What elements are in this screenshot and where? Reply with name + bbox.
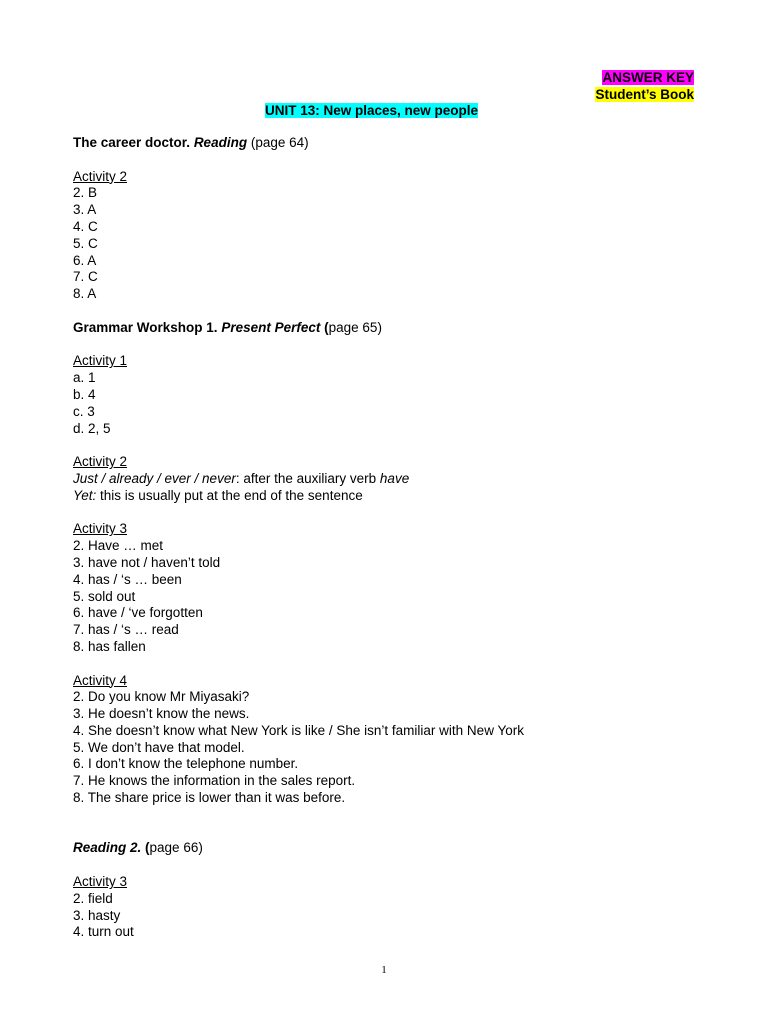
- answer-item: 7. has / ‘s … read: [73, 622, 179, 638]
- section-page-ref: (page 64): [250, 135, 309, 150]
- students-book-highlight: Student’s Book: [595, 87, 694, 102]
- answer-item: b. 4: [73, 386, 96, 402]
- answer-italic: have: [379, 470, 410, 486]
- answer-text: this is usually put at the end of the sentence: [100, 487, 363, 503]
- answer-text: : after the auxiliary verb: [235, 470, 377, 486]
- answer-item: 6. A: [73, 252, 97, 268]
- answer-item: 8. has fallen: [73, 638, 146, 654]
- answer-item: 5. C: [73, 235, 98, 251]
- answer-key-label: [601, 70, 695, 86]
- document-body: [73, 135, 713, 941]
- answer-item: 2. field: [73, 890, 113, 906]
- section-title-paren: (: [145, 840, 150, 856]
- activity-heading: Activity 3: [73, 521, 128, 537]
- answer-key-highlight: ANSWER KEY: [602, 70, 694, 85]
- activity-heading: Activity 4: [73, 672, 128, 688]
- unit-title: [264, 103, 479, 119]
- section-title-reading2: [73, 840, 713, 857]
- answer-item: 2. B: [73, 185, 98, 201]
- answer-line: [73, 471, 713, 488]
- unit-title-highlight: UNIT 13: New places, new people: [265, 103, 479, 118]
- answer-item: 3. hasty: [73, 907, 121, 923]
- answer-item: c. 3: [73, 403, 95, 419]
- answer-item: 3. He doesn’t know the news.: [73, 706, 250, 722]
- section-title-italic: Present Perfect: [221, 319, 321, 335]
- section-title-italic: Reading 2.: [73, 840, 142, 856]
- activity-heading: Activity 1: [73, 353, 128, 369]
- answer-italic: Just / already / ever / never: [73, 470, 236, 486]
- activity-heading: Activity 2: [73, 454, 128, 470]
- answer-item: 7. C: [73, 269, 98, 285]
- answer-item: 4. has / ‘s … been: [73, 571, 182, 587]
- answer-item: 5. sold out: [73, 588, 136, 604]
- activity-heading: Activity 2: [73, 168, 128, 184]
- answer-list: [73, 185, 713, 303]
- answer-item: 3. have not / haven’t told: [73, 554, 221, 570]
- section-title-grammar: [73, 320, 713, 337]
- section-title-paren: (: [324, 319, 329, 335]
- answer-italic: Yet:: [73, 487, 97, 503]
- page-number: 1: [381, 964, 387, 976]
- answer-item: 8. A: [73, 286, 97, 302]
- answer-item: a. 1: [73, 370, 96, 386]
- section-title-italic: Reading: [193, 135, 248, 150]
- activity-heading: Activity 3: [73, 874, 128, 890]
- answer-line: [73, 488, 713, 505]
- section-page-ref: page 65): [328, 319, 382, 335]
- answer-item: 6. have / ‘ve forgotten: [73, 605, 203, 621]
- section-page-ref: page 66): [149, 840, 203, 856]
- answer-item: 3. A: [73, 202, 97, 218]
- answer-item: 4. turn out: [73, 924, 134, 940]
- answer-item: 7. He knows the information in the sales report.: [73, 773, 356, 789]
- answer-item: 2. Have … met: [73, 538, 164, 554]
- section-title-bold: The career doctor.: [73, 135, 191, 150]
- answer-item: 8. The share price is lower than it was before.: [73, 790, 346, 806]
- answer-item: 2. Do you know Mr Miyasaki?: [73, 689, 250, 705]
- answer-item: 4. She doesn’t know what New York is like / She isn’t familiar with New York: [73, 722, 524, 738]
- answer-list: [73, 891, 713, 941]
- section-title-career: [73, 135, 713, 152]
- answer-list: [73, 538, 713, 656]
- answer-item: 6. I don’t know the telephone number.: [73, 756, 299, 772]
- section-title-bold: Grammar Workshop 1.: [73, 319, 218, 335]
- answer-list: [73, 370, 713, 437]
- answer-list: [73, 689, 713, 807]
- answer-item: 5. We don’t have that model.: [73, 739, 245, 755]
- answer-item: 4. C: [73, 218, 98, 234]
- students-book-label: [594, 87, 695, 103]
- answer-item: d. 2, 5: [73, 420, 111, 436]
